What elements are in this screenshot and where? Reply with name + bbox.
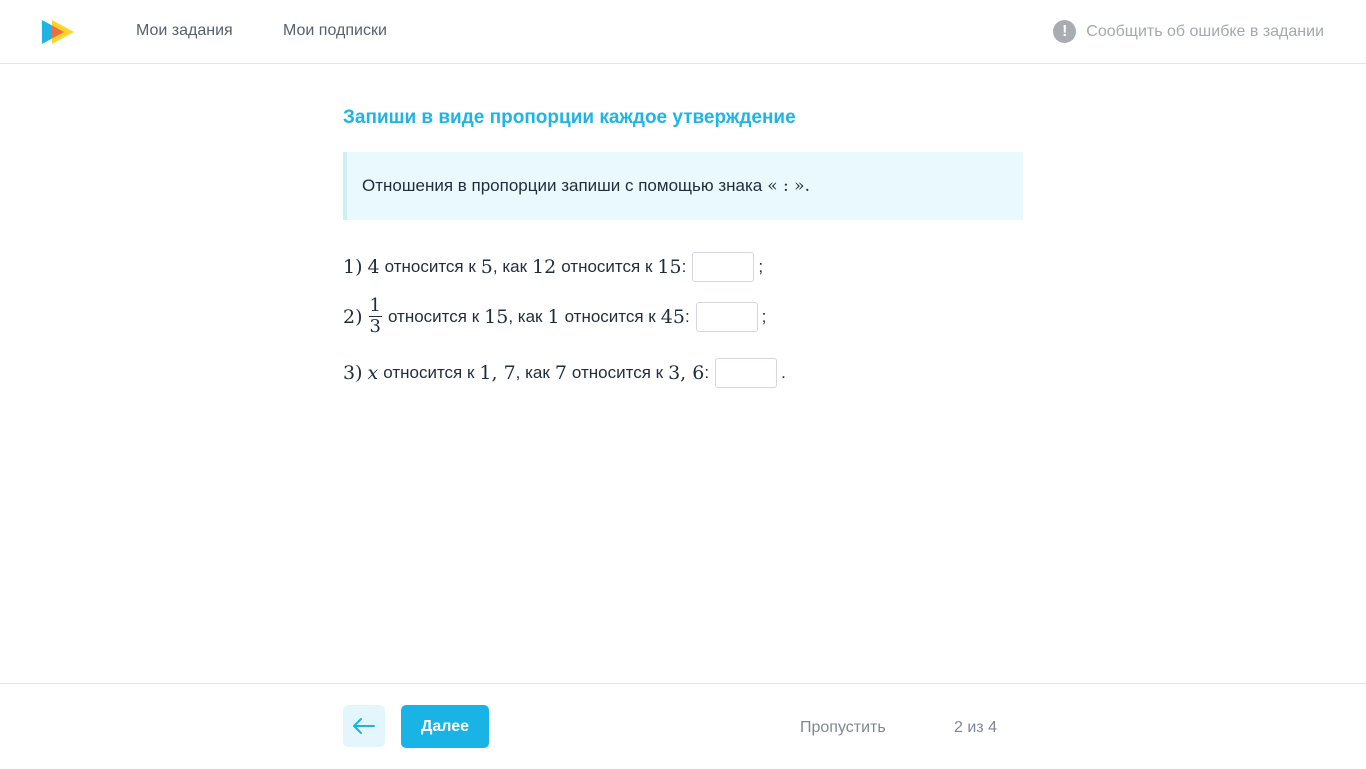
problem-index: 2): [343, 305, 363, 328]
progress-counter: 2 из 4: [954, 719, 997, 736]
term-b: 1, 7: [479, 362, 516, 384]
term-a: 4: [367, 256, 380, 278]
colon: :: [681, 257, 687, 276]
top-bar: [0, 0, 1366, 64]
answer-input-2[interactable]: [696, 302, 758, 332]
text-as: , как: [515, 363, 550, 382]
nav-my-tasks[interactable]: Мои задания: [136, 22, 233, 39]
term-c: 7: [554, 362, 567, 384]
play-logo-icon[interactable]: [40, 18, 76, 46]
nav-my-subscriptions[interactable]: Мои подписки: [283, 22, 387, 39]
next-button[interactable]: Далее: [401, 705, 489, 748]
text-relates-to: относится к: [383, 363, 475, 382]
term-d: 15: [657, 256, 682, 278]
term-a: x: [367, 362, 379, 384]
text-relates-to: относится к: [384, 257, 476, 276]
term-c: 1: [547, 305, 560, 328]
hint-text: Отношения в пропорции запиши с помощью знака: [362, 176, 763, 195]
hint-sign: « : ».: [767, 176, 810, 196]
skip-button[interactable]: Пропустить: [800, 719, 886, 736]
problem-index: 3): [343, 362, 363, 384]
arrow-left-icon: [353, 718, 375, 734]
problem-row-3: [343, 358, 786, 388]
fraction-numerator: 1: [369, 295, 381, 316]
fraction-denominator: 3: [369, 316, 381, 337]
end-punct: .: [781, 363, 786, 382]
task-area: [343, 105, 1023, 220]
term-b: 5: [480, 256, 493, 278]
text-relates-to: относится к: [571, 363, 664, 382]
problem-row-1: [343, 252, 763, 282]
bottom-bar: [0, 683, 1366, 769]
answer-input-1[interactable]: [692, 252, 754, 282]
task-title: Запиши в виде пропорции каждое утверждение: [343, 107, 796, 128]
answer-input-3[interactable]: [715, 358, 777, 388]
colon: :: [704, 363, 710, 382]
fraction-one-third: [369, 296, 382, 337]
text-as: , как: [492, 257, 528, 276]
term-b: 15: [484, 305, 509, 328]
text-relates-to: относится к: [387, 306, 480, 326]
text-relates-to: относится к: [561, 257, 653, 276]
end-punct: ;: [761, 306, 767, 326]
text-relates-to: относится к: [564, 306, 656, 326]
report-error-link[interactable]: [1053, 20, 1324, 43]
term-c: 12: [532, 256, 557, 278]
colon: :: [684, 306, 690, 326]
term-d: 45: [660, 305, 685, 328]
term-d: 3, 6: [668, 362, 705, 384]
back-button[interactable]: [343, 705, 385, 747]
report-error-label: Сообщить об ошибке в задании: [1086, 22, 1324, 40]
problem-row-2: [343, 296, 766, 337]
text-as: , как: [508, 306, 543, 326]
end-punct: ;: [758, 257, 764, 276]
exclamation-icon: !: [1053, 20, 1076, 43]
problem-index: 1): [343, 256, 363, 278]
hint-box: [343, 152, 1023, 220]
